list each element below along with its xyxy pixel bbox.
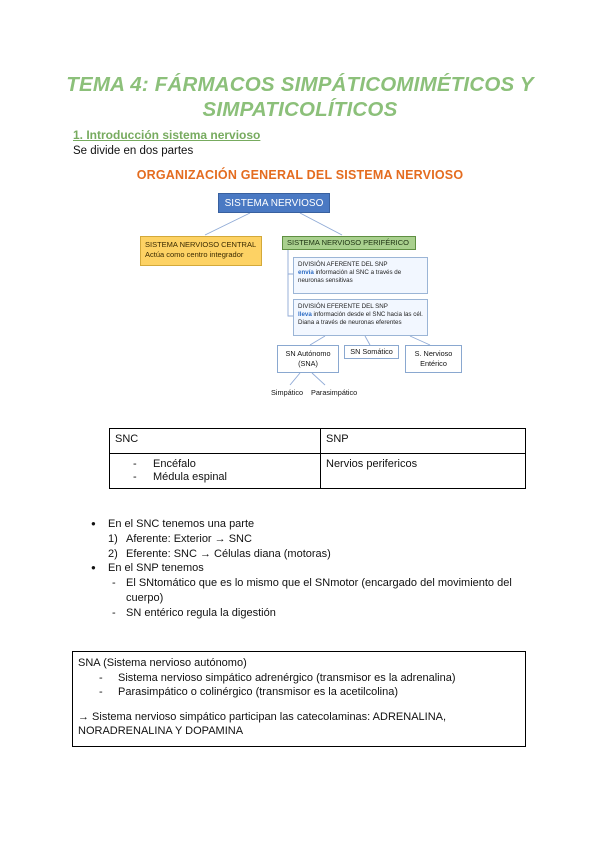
- bullet-snc: ● En el SNC tenemos una parte: [88, 517, 528, 532]
- enterico-line-2: Entérico: [420, 359, 447, 368]
- title-line-1: TEMA 4: FÁRMACOS SIMPÁTICOMIMÉTICOS Y: [66, 73, 534, 96]
- node-snc: [140, 236, 262, 266]
- connector-sna-parasimpatico: [312, 373, 325, 385]
- sna-line-1: SN Autónomo: [285, 349, 331, 358]
- table-header-row: [110, 429, 526, 454]
- snc-title: SISTEMA NERVIOSO CENTRAL: [145, 240, 257, 249]
- bullet-list: [88, 517, 528, 621]
- sub-num: 1): [108, 532, 118, 545]
- section-heading: 1. Introducción sistema nervioso: [73, 128, 261, 142]
- table-header-snp: SNP: [321, 429, 526, 454]
- list-item: - Encéfalo: [133, 458, 315, 471]
- note-item-parasimpatico: - Parasimpático o colinérgico (transmisor es la acetilcolina): [78, 685, 520, 700]
- connector-root-snc: [205, 213, 250, 235]
- note-heading: SNA (Sistema nervioso autónomo): [78, 657, 247, 669]
- sub-text: Aferente: Exterior → SNC: [126, 532, 252, 545]
- node-snp: SISTEMA NERVIOSO PERIFÉRICO: [282, 236, 416, 250]
- sub-num: 2): [108, 547, 118, 560]
- sub-text: El SNtomático que es lo mismo que el SNmotor (encargado del movimiento del cuerpo): [126, 577, 512, 604]
- sub-text: Eferente: SNC → Células diana (motoras): [126, 547, 331, 560]
- node-aferente: [293, 257, 428, 294]
- snc-list: [115, 458, 315, 483]
- note-item-simpatico: - Sistema nervioso simpático adrenérgico (transmisor es la adrenalina): [78, 671, 520, 686]
- snc-snp-table: [109, 428, 526, 489]
- table-cell-snp: Nervios perifericos: [321, 454, 526, 489]
- connector-eferente-somatico: [365, 336, 370, 345]
- diagram-title: ORGANIZACIÓN GENERAL DEL SISTEMA NERVIOSO: [136, 168, 464, 182]
- eferente-title: DIVISIÓN EFERENTE DEL SNP: [298, 303, 388, 310]
- enterico-line-1: S. Nervioso: [414, 349, 453, 358]
- list-item: - Médula espinal: [133, 471, 315, 484]
- node-sistema-nervioso: SISTEMA NERVIOSO: [218, 193, 330, 213]
- dash-marker: -: [112, 577, 116, 590]
- leaf-parasimpatico: Parasimpático: [311, 388, 358, 397]
- sub-text: SN entérico regula la digestión: [126, 606, 276, 619]
- snc-desc: Actúa como centro integrador: [145, 249, 244, 259]
- aferente-keyword: envía: [298, 269, 314, 276]
- node-somatico: SN Somático: [344, 345, 399, 359]
- connector-eferente-sna: [310, 336, 325, 345]
- sub-item-somatico: [88, 576, 528, 606]
- aferente-desc: información al SNC a través de neuronas sensitivas: [298, 269, 402, 284]
- table-header-snc: SNC: [110, 429, 321, 454]
- nervous-system-diagram: [110, 160, 490, 405]
- connector-root-snp: [300, 213, 342, 235]
- intro-text: Se divide en dos partes: [73, 145, 194, 157]
- eferente-desc: información desde el SNC hacia las cél. Diana a través de neuronas eferentes: [298, 311, 423, 326]
- connector-eferente-enterico: [410, 336, 430, 345]
- page-title: [40, 72, 560, 122]
- node-eferente: [293, 299, 428, 336]
- bullet-snp: ● En el SNP tenemos: [88, 561, 528, 576]
- table-row: [110, 454, 526, 489]
- eferente-keyword: lleva: [298, 311, 312, 318]
- sna-line-2: (SNA): [298, 359, 318, 368]
- sub-item-eferente: [88, 547, 528, 562]
- title-line-2: SIMPATICOLÍTICOS: [202, 98, 398, 121]
- node-sna: [277, 345, 339, 373]
- table-cell-snc: [110, 454, 321, 489]
- sna-note-box: [72, 651, 526, 747]
- sub-item-enterico: [88, 606, 528, 621]
- connector-sna-simpatico: [290, 373, 300, 385]
- note-footer: → Sistema nervioso simpático participan las catecolaminas: ADRENALINA, NORADRENALINA Y DOPAMINA: [78, 710, 447, 738]
- leaf-simpatico: Simpático: [271, 388, 304, 397]
- sub-item-aferente: [88, 532, 528, 547]
- node-enterico: [405, 345, 462, 373]
- dash-marker: -: [112, 606, 116, 619]
- aferente-title: DIVISIÓN AFERENTE DEL SNP: [298, 261, 388, 268]
